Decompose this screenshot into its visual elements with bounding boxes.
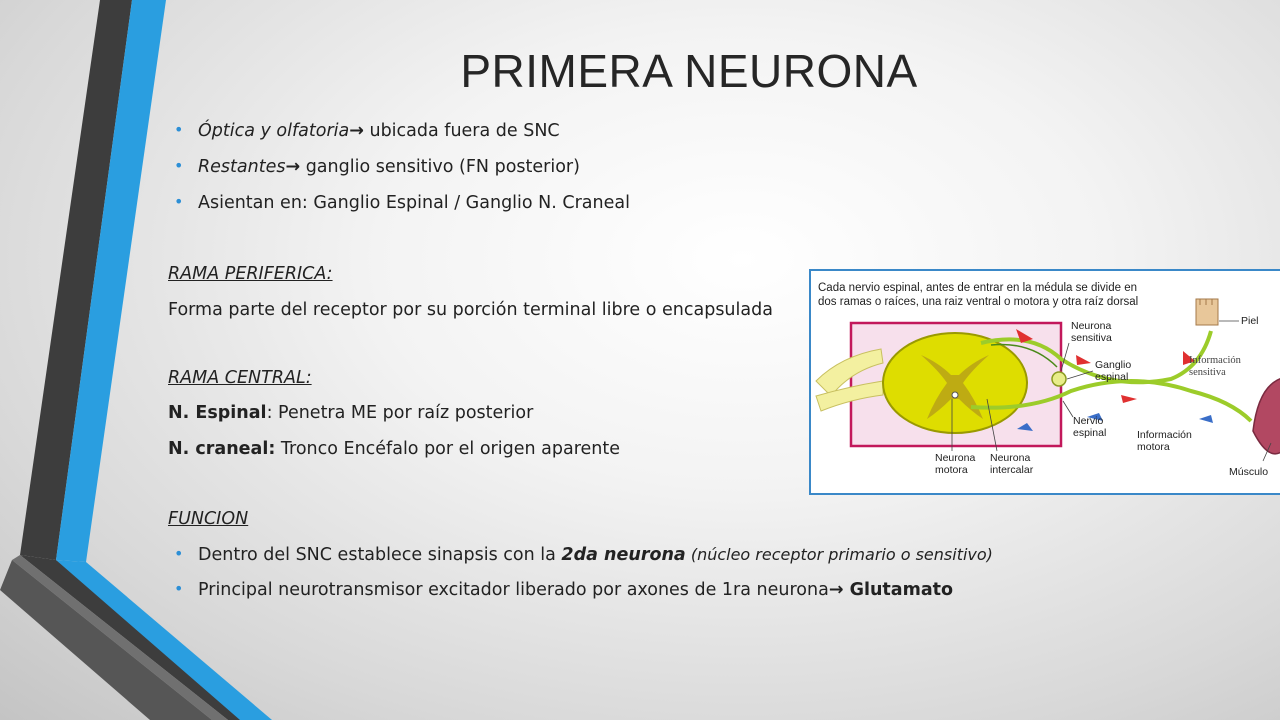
espinal-rest: : Penetra ME por raíz posterior xyxy=(266,403,534,423)
craneal-bold: N. craneal: xyxy=(168,439,276,459)
bullet-sinapsis xyxy=(168,545,993,565)
glutamato-text: Principal neurotransmisor excitador liberado por axones de 1ra neurona xyxy=(198,580,829,600)
label-line: Ganglio xyxy=(1095,359,1132,371)
sinapsis-bolditalic: 2da neurona xyxy=(561,545,686,565)
label-neurona-sensitiva xyxy=(1071,321,1112,344)
caption-line-1: Cada nervio espinal, antes de entrar en la médula se divide en xyxy=(818,282,1138,294)
bullet-dot: • xyxy=(174,579,184,598)
central-canal xyxy=(952,392,958,398)
label-nervio-espinal xyxy=(1073,416,1106,439)
label-line: Neurona xyxy=(990,452,1031,464)
decorative-stripes xyxy=(0,0,300,720)
label-line: Neurona xyxy=(935,452,976,464)
label-line: motora xyxy=(935,463,968,476)
bullet-optica-rest: ubicada fuera de SNC xyxy=(363,121,560,141)
arrow-icon: → xyxy=(285,157,301,177)
caption-line-2: dos ramas o raíces, una raiz ventral o motora y otra raíz dorsal xyxy=(818,295,1139,308)
label-line: intercalar xyxy=(990,463,1034,476)
bullet-glutamato xyxy=(168,580,953,600)
rama-periferica-text: Forma parte del receptor por su porción terminal libre o encapsulada xyxy=(168,300,773,320)
bullet-restantes-rest: ganglio sensitivo (FN posterior) xyxy=(300,157,580,177)
bullet-asientan xyxy=(168,193,630,213)
ganglion xyxy=(1052,372,1066,386)
rama-periferica-heading: RAMA PERIFERICA: xyxy=(168,264,333,284)
bullet-optica-italic: Óptica y olfatoria xyxy=(198,121,350,141)
leader-line xyxy=(1063,401,1073,417)
bullet-dot: • xyxy=(174,156,184,175)
glutamato-bold: Glutamato xyxy=(843,580,954,600)
label-line: Neurona xyxy=(1071,320,1112,332)
label-line: Información xyxy=(1137,429,1192,441)
bullet-restantes-italic: Restantes xyxy=(198,157,286,177)
espinal-bold: N. Espinal xyxy=(168,403,267,423)
craneal-rest: Tronco Encéfalo por el origen aparente xyxy=(275,439,620,459)
rama-central-espinal xyxy=(168,403,533,423)
label-line: sensitiva xyxy=(1189,366,1226,378)
red-arrow xyxy=(1076,355,1091,365)
arrow-icon: → xyxy=(349,121,364,141)
blue-arrow xyxy=(1199,415,1213,423)
rama-central-heading: RAMA CENTRAL: xyxy=(168,368,312,388)
bullet-optica xyxy=(168,121,560,141)
bullet-asientan-text: Asientan en: Ganglio Espinal / Ganglio N. Craneal xyxy=(198,193,630,213)
label-line: motora xyxy=(1137,440,1170,453)
label-musculo: Músculo xyxy=(1229,466,1269,478)
label-ganglio-espinal xyxy=(1095,360,1131,383)
label-informacion-sensitiva xyxy=(1189,355,1241,378)
arrow-icon: → xyxy=(828,580,844,600)
label-neurona-motora xyxy=(935,453,975,476)
funcion-heading: FUNCION xyxy=(168,509,249,529)
label-line: Información xyxy=(1189,355,1241,366)
spinal-cord-diagram xyxy=(811,271,1280,495)
rama-central-craneal xyxy=(168,439,620,459)
label-piel: Piel xyxy=(1241,315,1259,327)
label-line: sensitiva xyxy=(1071,331,1112,344)
bullet-restantes xyxy=(168,157,580,177)
sinapsis-text: Dentro del SNC establece sinapsis con la xyxy=(198,545,562,565)
sinapsis-italic: (núcleo receptor primario o sensitivo) xyxy=(685,545,993,564)
label-informacion-motora xyxy=(1137,430,1192,453)
label-line: Nervio xyxy=(1073,415,1104,427)
label-neurona-intercalar xyxy=(990,453,1033,476)
bullet-dot: • xyxy=(174,544,184,563)
label-line: espinal xyxy=(1073,426,1107,439)
label-line: espinal xyxy=(1095,370,1129,383)
slide-title: PRIMERA NEURONA xyxy=(460,45,918,97)
red-arrow xyxy=(1121,395,1137,403)
muscle xyxy=(1253,377,1280,454)
spinal-nerve-figure xyxy=(809,269,1280,495)
skin-block xyxy=(1196,299,1218,325)
bullet-dot: • xyxy=(174,192,184,211)
bullet-dot: • xyxy=(174,120,184,139)
